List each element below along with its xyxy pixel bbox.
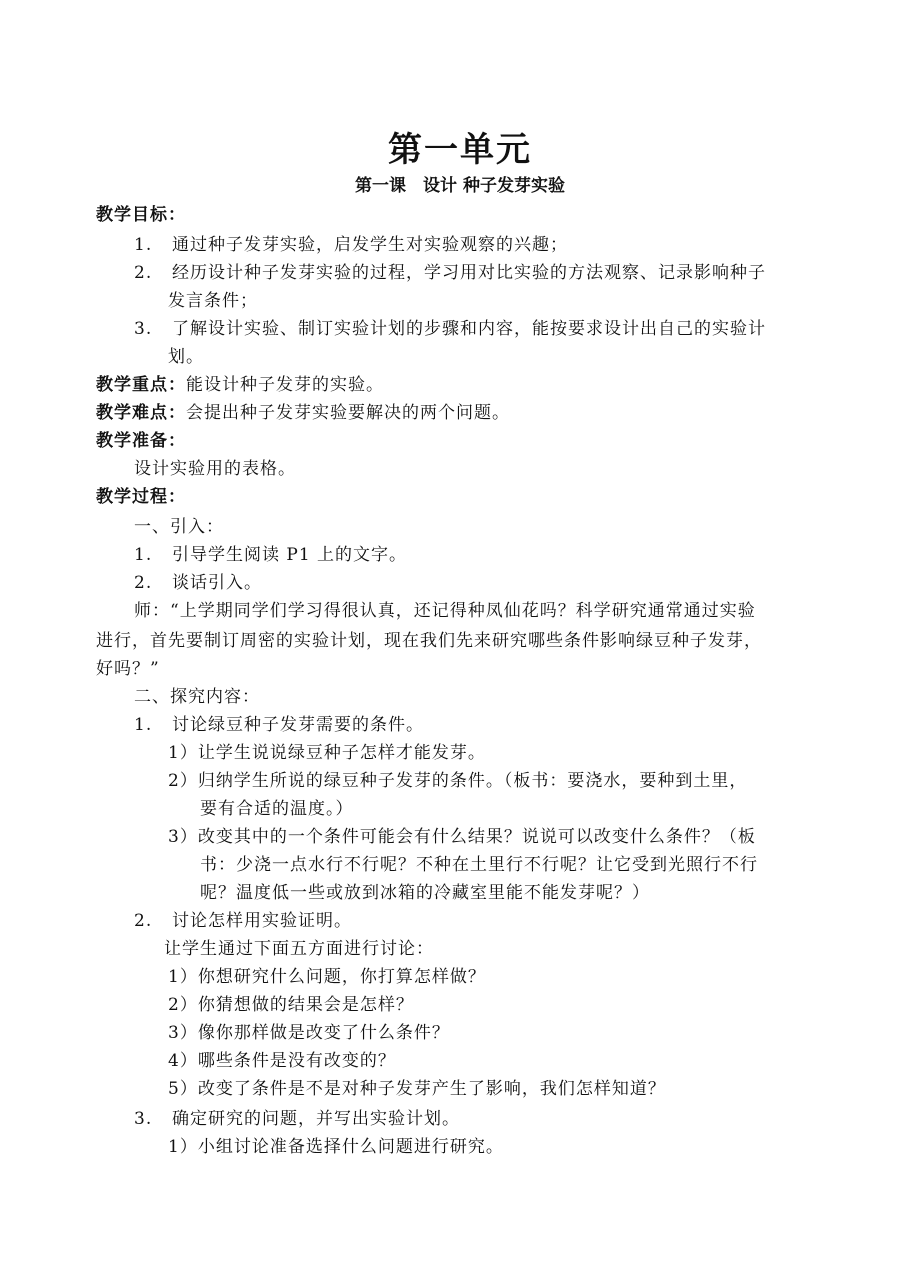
goal-item [134,317,766,341]
goal-text: 通过种子发芽实验，启发学生对实验观察的兴趣； [172,235,568,255]
sub-item: 3）改变其中的一个条件可能会有什么结果？说说可以改变什么条件？（板 [168,827,756,847]
goal-item [134,261,766,285]
explore-number: 1. [134,715,153,735]
teacher-quote-line: 进行，首先要制订周密的实验计划，现在我们先来研究哪些条件影响绿豆种子发芽， [96,631,762,651]
sub-item-continued: 要有合适的温度。） [200,799,354,819]
intro-text: 谈话引入。 [172,573,262,593]
difficulty-label: 教学难点： [96,403,186,423]
sub-item-continued: 呢？温度低一些或放到冰箱的冷藏室里能不能发芽呢？） [200,883,650,903]
explore-number: 3. [134,1109,153,1129]
goal-text-continued: 划。 [168,347,204,367]
explore-item [134,1107,460,1131]
prep-text: 设计实验用的表格。 [134,459,296,479]
explore-text: 讨论绿豆种子发芽需要的条件。 [172,715,424,735]
sub-item: 2）归纳学生所说的绿豆种子发芽的条件。（板书：要浇水，要种到土里， [168,771,748,791]
goal-number: 1. [134,235,153,255]
lesson-subtitle: 第一课 设计 种子发芽实验 [355,176,565,196]
intro-item [134,571,262,595]
goal-text-continued: 发言条件； [168,291,258,311]
sub-item: 2）你猜想做的结果会是怎样？ [168,995,414,1015]
sub-item: 1）你想研究什么问题，你打算怎样做？ [168,967,486,987]
process-heading: 教学过程： [96,487,186,507]
goals-heading: 教学目标： [96,205,186,225]
explore-item [134,713,424,737]
explore-number: 2. [134,911,153,931]
key-point-label: 教学重点： [96,375,186,395]
prep-label: 教学准备： [96,431,186,451]
intro-heading: 一、引入： [134,517,224,537]
teacher-quote-line: 师：“上学期同学们学习得很认真，还记得种凤仙花吗？科学研究通常通过实验 [134,601,756,621]
sub-item: 1）小组讨论准备选择什么问题进行研究。 [168,1137,504,1157]
sub-item: 3）像你那样做是改变了什么条件？ [168,1023,450,1043]
goal-number: 2. [134,263,153,283]
sub-item-continued: 书：少浇一点水行不行呢？不种在土里行不行呢？让它受到光照行不行 [200,855,758,875]
key-point [96,373,384,397]
explore-text: 确定研究的问题，并写出实验计划。 [172,1109,460,1129]
explore-heading: 二、探究内容： [134,687,260,707]
goal-item [134,233,568,257]
sub-item: 5）改变了条件是不是对种子发芽产生了影响，我们怎样知道？ [168,1079,666,1099]
key-point-text: 能设计种子发芽的实验。 [186,375,384,395]
difficulty-text: 会提出种子发芽实验要解决的两个问题。 [186,403,510,423]
intro-text: 引导学生阅读 P1 上的文字。 [172,545,408,565]
sub-item: 4）哪些条件是没有改变的？ [168,1051,396,1071]
intro-number: 2. [134,573,153,593]
teacher-quote-line: 好吗？” [96,659,160,679]
sub-item: 1）让学生说说绿豆种子怎样才能发芽。 [168,743,486,763]
discussion-lead: 让学生通过下面五方面进行讨论： [164,939,434,959]
intro-number: 1. [134,545,153,565]
intro-item [134,543,407,567]
explore-text: 讨论怎样用实验证明。 [172,911,352,931]
page-title: 第一单元 [388,130,532,170]
goal-text: 经历设计种子发芽实验的过程，学习用对比实验的方法观察、记录影响种子 [172,263,766,283]
explore-item [134,909,352,933]
goal-number: 3. [134,319,153,339]
goal-text: 了解设计实验、制订实验计划的步骤和内容，能按要求设计出自己的实验计 [172,319,766,339]
difficulty [96,401,510,425]
